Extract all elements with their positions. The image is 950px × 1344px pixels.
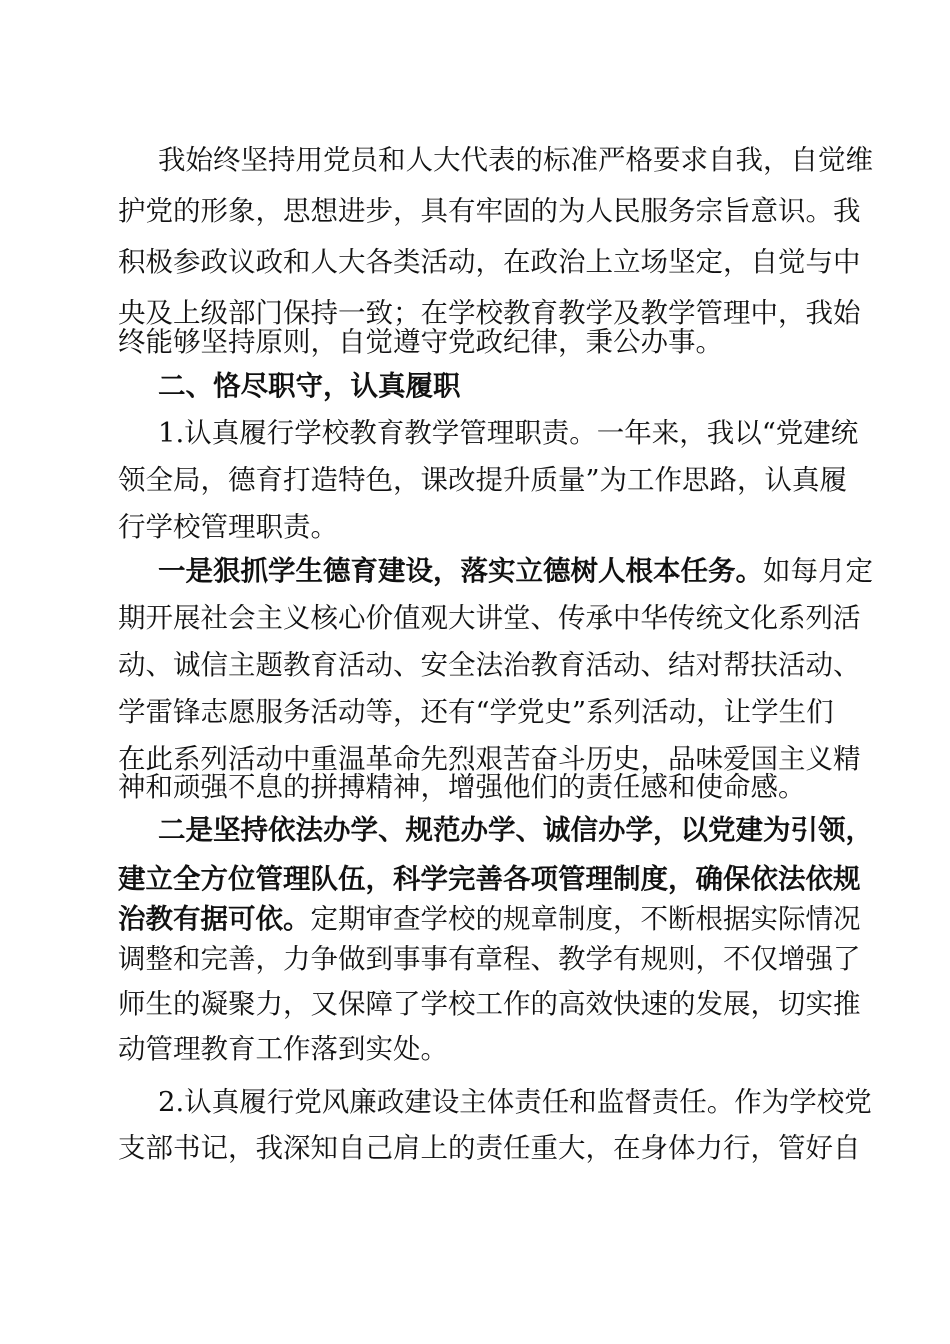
text-line: 师生的凝聚力，又保障了学校工作的高效快速的发展，切实推 xyxy=(118,988,861,1020)
text-line: 建立全方位管理队伍，科学完善各项管理制度，确保依法依规 xyxy=(118,863,861,895)
text-line: 期开展社会主义核心价值观大讲堂、传承中华传统文化系列活 xyxy=(118,602,861,634)
text-run: 如每月定 xyxy=(763,555,873,587)
text-line xyxy=(158,549,873,593)
text-line xyxy=(118,897,861,941)
text-line: 积极参政议政和人大各类活动，在政治上立场坚定，自觉与中 xyxy=(118,246,861,278)
text-line: 2.认真履行党风廉政建设主体责任和监督责任。作为学校党 xyxy=(158,1086,872,1118)
text-line: 领全局，德育打造特色，课改提升质量”为工作思路，认真履 xyxy=(118,464,848,496)
text-line: 动管理教育工作落到实处。 xyxy=(118,1033,448,1065)
text-run: 定期审查学校的规章制度，不断根据实际情况 xyxy=(310,903,861,935)
text-line: 行学校管理职责。 xyxy=(118,511,338,543)
text-line: 1.认真履行学校教育教学管理职责。一年来，我以“党建统 xyxy=(158,417,859,449)
text-line: 我始终坚持用党员和人大代表的标准严格要求自我，自觉维 xyxy=(158,144,873,176)
text-line: 在此系列活动中重温革命先烈艰苦奋斗历史，品味爱国主义精 xyxy=(118,743,861,775)
section-heading: 二、恪尽职守，认真履职 xyxy=(158,370,461,402)
bold-lead: 一是狠抓学生德育建设，落实立德树人根本任务。 xyxy=(158,555,763,587)
text-line: 调整和完善，力争做到事事有章程、教学有规则，不仅增强了 xyxy=(118,943,861,975)
text-line: 二是坚持依法办学、规范办学、诚信办学，以党建为引领， xyxy=(158,814,873,846)
text-line: 学雷锋志愿服务活动等，还有“学党史”系列活动，让学生们 xyxy=(118,696,834,728)
text-line: 央及上级部门保持一致；在学校教育教学及教学管理中，我始 xyxy=(118,297,861,329)
text-line: 终能够坚持原则，自觉遵守党政纪律，秉公办事。 xyxy=(118,326,723,358)
bold-lead: 治教有据可依。 xyxy=(118,903,311,935)
text-line: 护党的形象，思想进步，具有牢固的为人民服务宗旨意识。我 xyxy=(118,195,861,227)
text-line: 神和顽强不息的拼搏精神，增强他们的责任感和使命感。 xyxy=(118,771,806,803)
text-line: 动、诚信主题教育活动、安全法治教育活动、结对帮扶活动、 xyxy=(118,649,861,681)
text-line: 支部书记，我深知自己肩上的责任重大，在身体力行，管好自 xyxy=(118,1132,861,1164)
